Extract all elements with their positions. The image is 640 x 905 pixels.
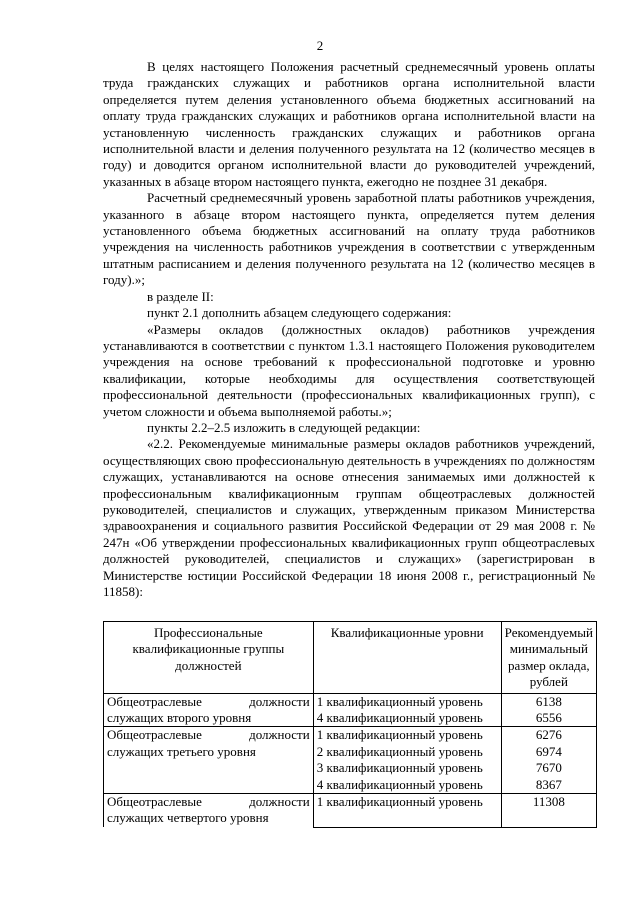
qualification-level: 1 квалификационный уровень bbox=[313, 693, 501, 710]
salary-amount: 7670 bbox=[501, 760, 596, 776]
paragraph-salary-sizes: «Размеры окладов (должностных окладов) работников учреждения устанавливаются в соответствии с пунктом 1.3.1 настоящего Положения руководителем учреждения на основе требований к профессиональной подготовке и уровню квалификации, которые необходимы для осуществления соответствующей профессиональной деятельности (профессиональных квалификационных групп), с учетом сложности и объема выполняемой работы.»; bbox=[103, 321, 595, 419]
paragraph-salary-level-authority: В целях настоящего Положения расчетный среднемесячный уровень оплаты труда гражданских служащих и работников органа исполнительной власти определяется путем деления установленного объема бюджетных ассигнований на оплату труда гражданских служащих и работников органа исполнительной власти на установленную численность гражданских служащих и работников органа исполнительной власти и деления полученного результата на 12 (количество месяцев в году) и доводится органом исполнительной власти до руководителей учреждений, указанных в абзаце втором настоящего пункта, ежегодно не позднее 31 декабря. bbox=[103, 59, 595, 189]
qualification-table bbox=[103, 621, 597, 828]
salary-amount: 6138 bbox=[501, 693, 596, 710]
table-row bbox=[104, 693, 597, 710]
paragraph-salary-level-institution: Расчетный среднемесячный уровень заработной платы работников учреждения, указанного в абзаце втором настоящего пункта, определяется путем деления установленного объема бюджетных ассигнований на оплату труда работников учреждения на численность работников учреждения в соответствии с утвержденным штатным расписанием и деления полученного результата на 12 (количество месяцев в году).»; bbox=[103, 190, 595, 288]
table-row bbox=[104, 727, 597, 744]
document-body bbox=[103, 59, 595, 600]
group-name: Общеотраслевые должности служащих четвертого уровня bbox=[104, 794, 314, 828]
qualification-level: 2 квалификационный уровень bbox=[313, 744, 501, 760]
salary-amount: 6974 bbox=[501, 744, 596, 760]
header-min-salary: Рекомендуемый минимальный размер оклада, рублей bbox=[501, 622, 596, 694]
paragraph-points-2-2-2-5: пункты 2.2–2.5 изложить в следующей редакции: bbox=[147, 419, 421, 435]
qualification-level: 1 квалификационный уровень bbox=[313, 794, 501, 811]
page-number: 2 bbox=[316, 38, 324, 53]
salary-amount: 6276 bbox=[501, 727, 596, 744]
qualification-level bbox=[313, 810, 501, 827]
qualification-level: 4 квалификационный уровень bbox=[313, 777, 501, 794]
group-name: Общеотраслевые должности служащих третьего уровня bbox=[104, 727, 314, 794]
header-levels: Квалификационные уровни bbox=[313, 622, 501, 694]
paragraph-point-2-1: пункт 2.1 дополнить абзацем следующего содержания: bbox=[147, 305, 452, 321]
qualification-level: 1 квалификационный уровень bbox=[313, 727, 501, 744]
paragraph-2-2: «2.2. Рекомендуемые минимальные размеры окладов работников учреждений, осуществляющих свою профессиональную деятельность в учреждениях по должностям служащих, устанавливаются на основе отнесения занимаемых ими должностей к профессиональным квалификационным группам общеотраслевых должностей руководителей, специалистов и служащих, утвержденным приказом Министерства здравоохранения и социального развития Российской Федерации от 29 мая 2008 г. № 247н «Об утверждении профессиональных квалификационных групп общеотраслевых должностей руководителей, специалистов и служащих» (зарегистрирован в Министерстве юстиции Российской Федерации 18 июня 2008 г., регистрационный № 11858): bbox=[103, 436, 595, 599]
qualification-level: 3 квалификационный уровень bbox=[313, 760, 501, 776]
salary-amount: 8367 bbox=[501, 777, 596, 794]
header-groups: Профессиональные квалификационные группы должностей bbox=[104, 622, 314, 694]
salary-amount bbox=[501, 810, 596, 827]
table-header-row bbox=[104, 622, 597, 694]
salary-amount: 6556 bbox=[501, 710, 596, 727]
group-name: Общеотраслевые должности служащих второго уровня bbox=[104, 693, 314, 727]
paragraph-section-ii: в разделе II: bbox=[147, 288, 214, 304]
qualification-level: 4 квалификационный уровень bbox=[313, 710, 501, 727]
salary-amount: 11308 bbox=[501, 794, 596, 811]
table-row bbox=[104, 794, 597, 811]
